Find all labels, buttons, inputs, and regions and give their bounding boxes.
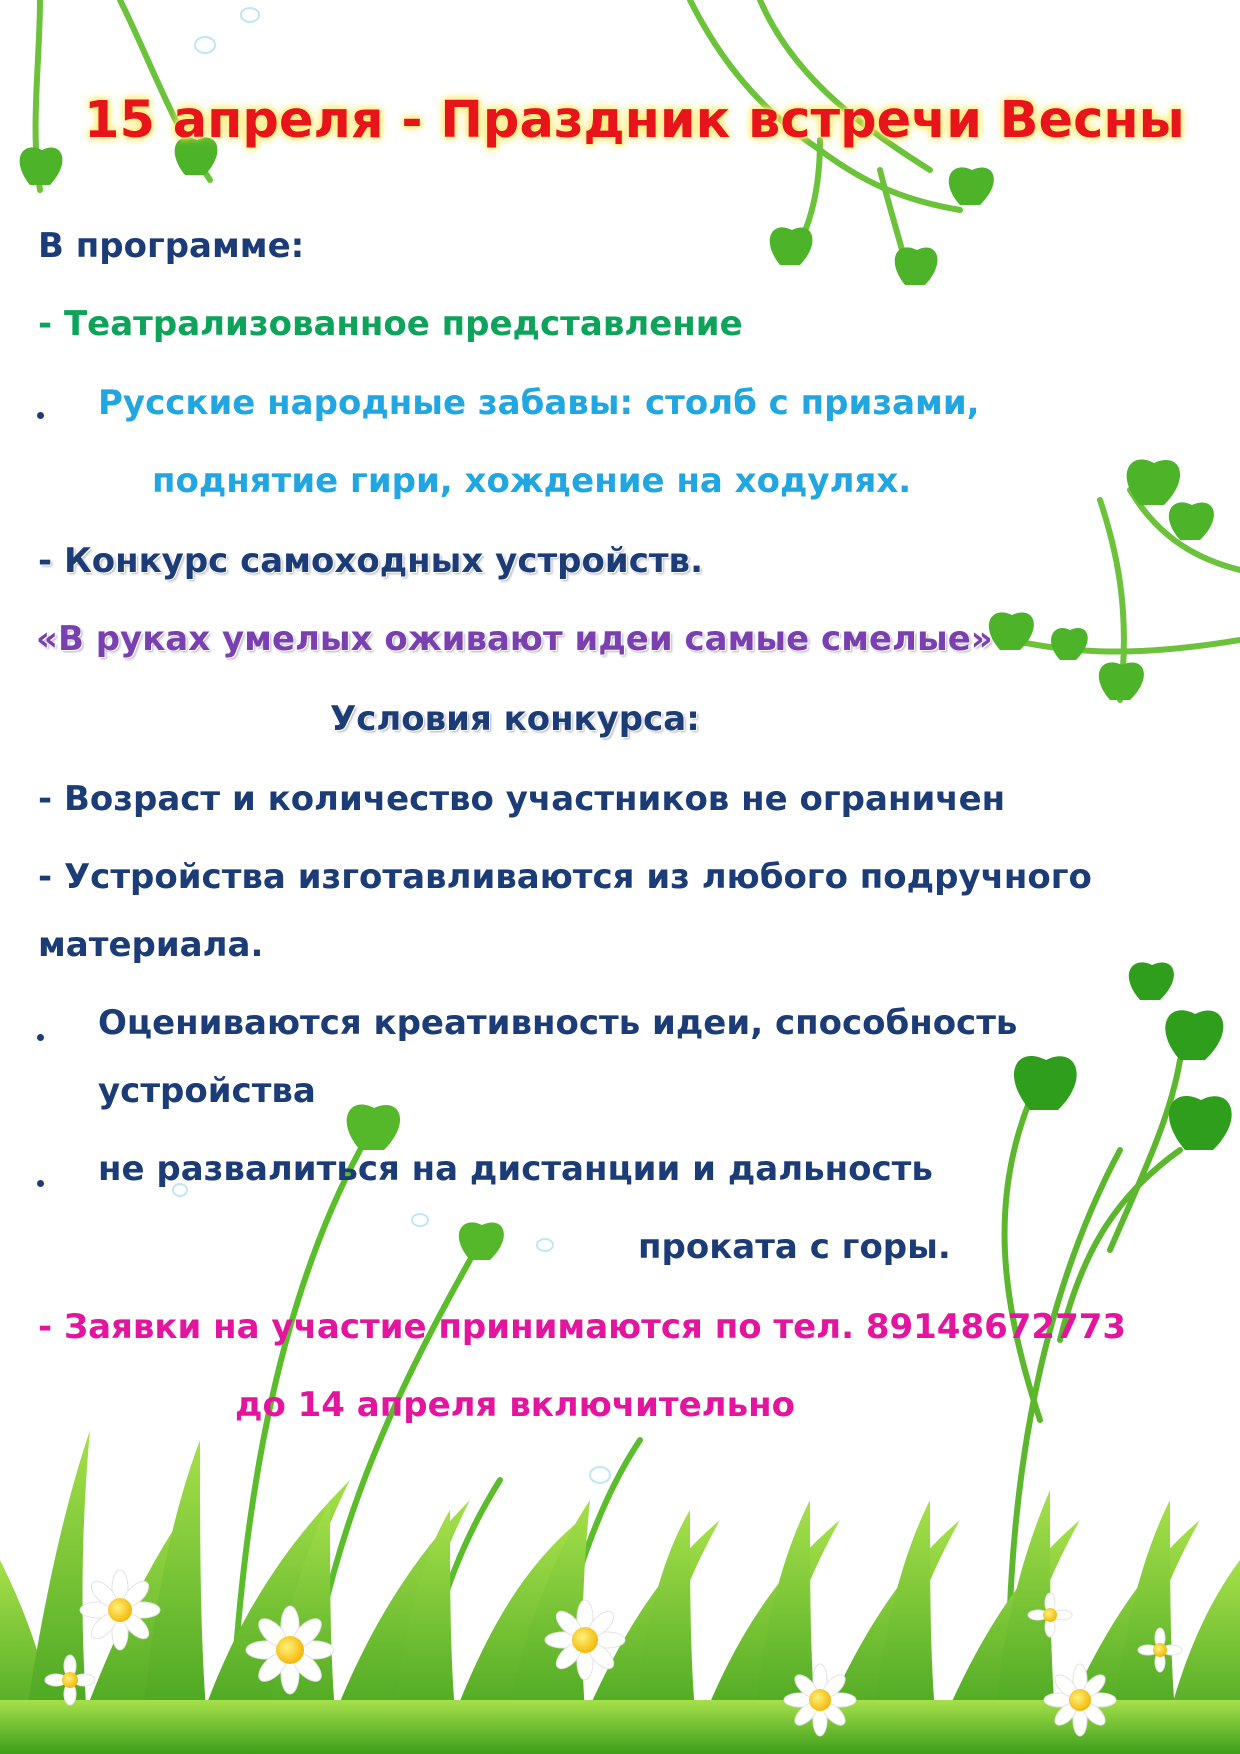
bullet-icon — [37, 412, 44, 419]
bullet-icon — [37, 1180, 44, 1187]
program-item-games-continued: поднятие гири, хождение на ходулях. — [152, 461, 912, 501]
condition-material-continued: материала. — [38, 925, 264, 965]
applications-deadline: до 14 апреля включительно — [235, 1385, 795, 1425]
program-item-games: Русские народные забавы: столб с призами, — [98, 383, 980, 423]
applications-phone: - Заявки на участие принимаются по тел. 89148672773 — [38, 1307, 1127, 1347]
condition-age: - Возраст и количество участников не ограничен — [38, 779, 1006, 819]
contest-title: - Конкурс самоходных устройств. — [38, 541, 703, 581]
condition-material: - Устройства изготавливаются из любого подручного — [38, 857, 1092, 897]
poster-title: 15 апреля - Праздник встречи Весны — [84, 91, 1185, 150]
condition-rating: Оцениваются креативность идеи, способность — [98, 1003, 1018, 1043]
bullet-icon — [37, 1034, 44, 1041]
condition-distance: не развалиться на дистанции и дальность — [98, 1149, 933, 1189]
contest-slogan: «В руках умелых оживают идеи самые смелые» — [36, 619, 993, 659]
condition-rating-continued: устройства — [98, 1071, 316, 1111]
program-heading: В программе: — [38, 226, 305, 266]
right-leaves — [1014, 962, 1232, 1150]
program-item-theater: - Театрализованное представление — [38, 304, 743, 344]
conditions-heading: Условия конкурса: — [330, 699, 700, 739]
condition-distance-continued: проката с горы. — [638, 1227, 951, 1267]
